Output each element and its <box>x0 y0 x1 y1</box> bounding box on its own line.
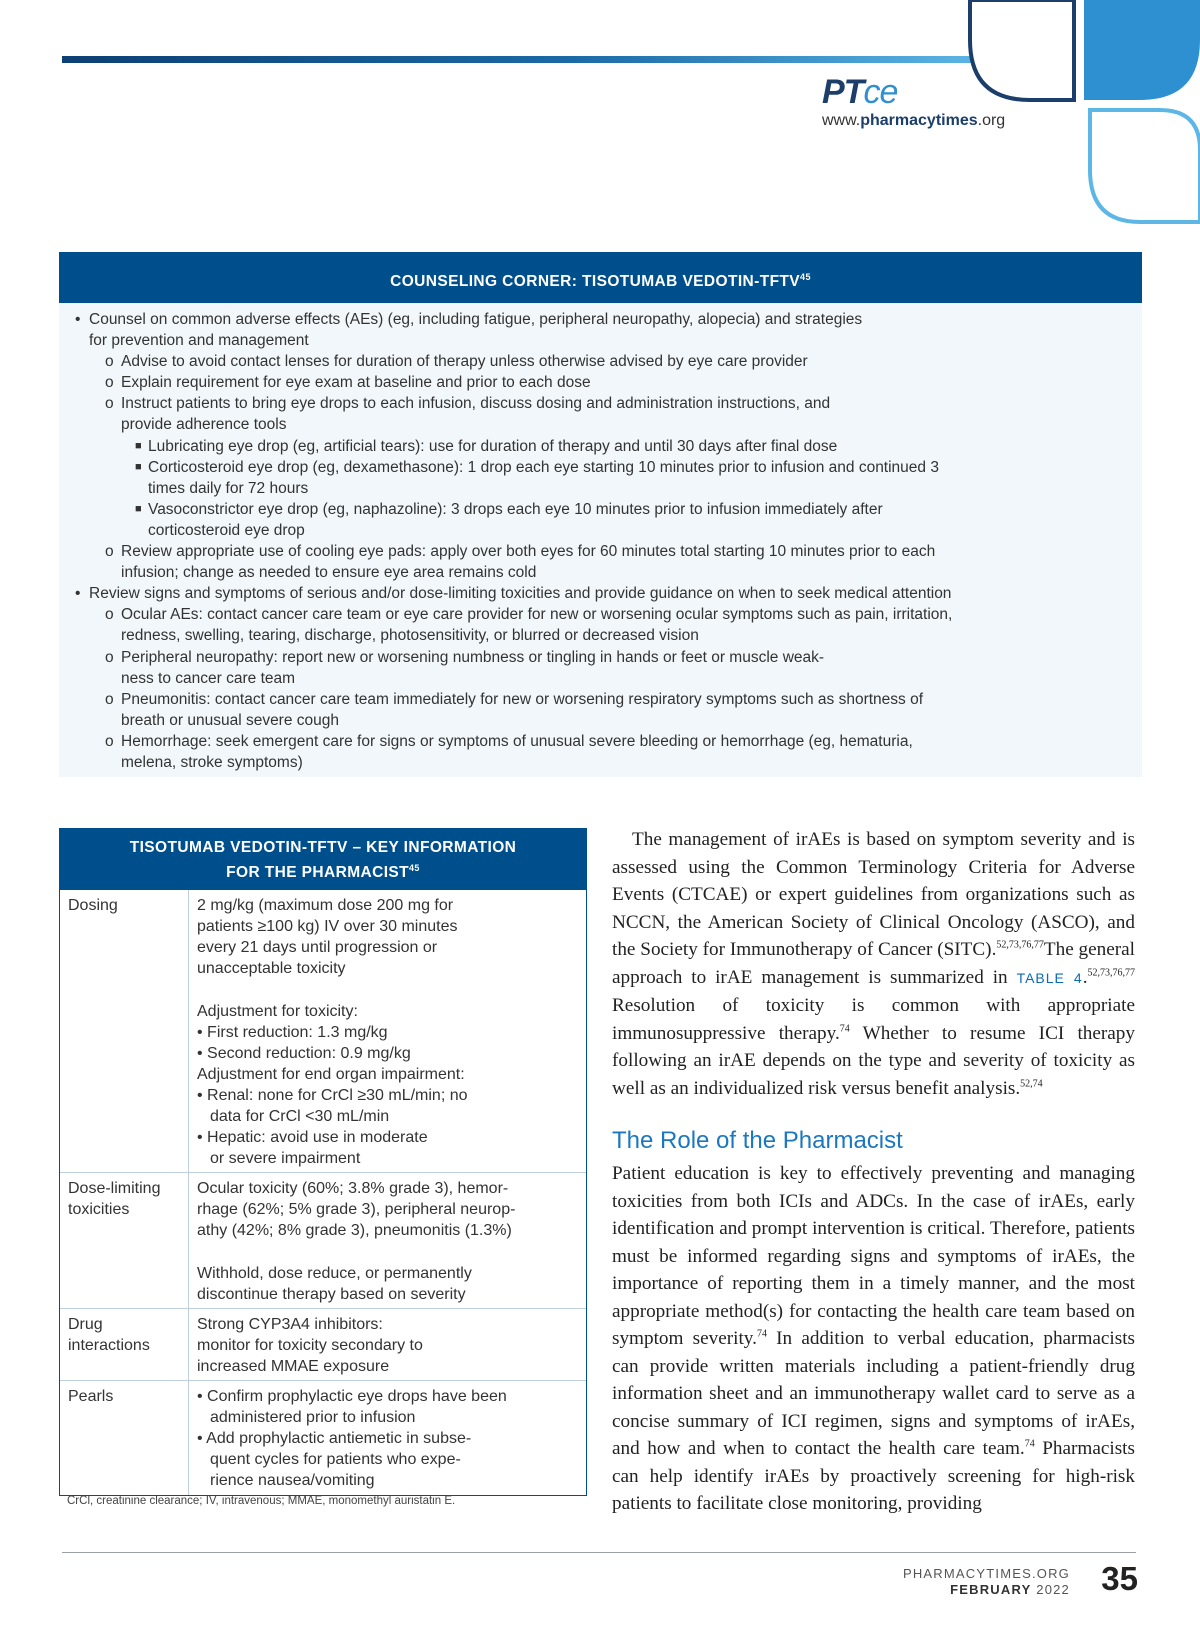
bullet-marker: o <box>105 353 114 371</box>
table-value-line: rience nausea/vomiting <box>210 1472 375 1490</box>
counseling-line-text: corticosteroid eye drop <box>148 521 305 539</box>
counseling-line <box>75 562 1128 583</box>
counseling-line-text: melena, stroke symptoms) <box>121 753 303 771</box>
logo-url: www.pharmacytimes.org <box>822 112 1006 129</box>
counseling-line-text: for prevention and management <box>89 332 309 350</box>
counseling-line <box>75 604 1128 625</box>
table-value-line: • Renal: none for CrCl ≥30 mL/min; no <box>197 1086 468 1104</box>
footer-site: PHARMACYTIMES.ORG <box>902 1566 1070 1581</box>
table-value-line: • Second reduction: 0.9 mg/kg <box>197 1044 411 1062</box>
table-row-value <box>189 1309 586 1380</box>
table-value-line: • Hepatic: avoid use in moderate <box>197 1129 428 1147</box>
counseling-line <box>75 668 1128 689</box>
table-value-line: every 21 days until progression or <box>197 939 438 957</box>
table-value-line: Adjustment for end organ impairment: <box>197 1065 465 1083</box>
table-row <box>60 1172 586 1307</box>
header-rule <box>62 56 992 63</box>
counseling-line-text: times daily for 72 hours <box>148 479 309 497</box>
table-row-label: Drug interactions <box>60 1309 189 1380</box>
counseling-line <box>75 457 1128 478</box>
table-footnote: CrCl, creatinine clearance; IV, intravenous; MMAE, monomethyl auristatin E. <box>67 1495 456 1507</box>
table-value-line: athy (42%; 8% grade 3), pneumonitis (1.3%) <box>197 1222 512 1240</box>
table-value-line: patients ≥100 kg) IV over 30 minutes <box>197 918 458 936</box>
table-row <box>60 1380 586 1494</box>
counseling-line <box>75 731 1128 752</box>
counseling-line-text: Review appropriate use of cooling eye pads: apply over both eyes for 60 minutes total starting 10 minutes prior to each <box>121 543 936 561</box>
bullet-marker: ■ <box>135 439 142 452</box>
counseling-line-text: provide adherence tools <box>121 416 287 434</box>
table-value-line: monitor for toxicity secondary to <box>197 1336 423 1354</box>
table-value-line: rhage (62%; 5% grade 3), peripheral neurop- <box>197 1201 516 1219</box>
bullet-marker: o <box>105 606 114 624</box>
table-row-label: Dose-limiting toxicities <box>60 1173 189 1307</box>
counseling-line-text: infusion; change as needed to ensure eye area remains cold <box>121 564 537 582</box>
counseling-line-text: Peripheral neuropathy: report new or worsening numbness or tingling in hands or feet or muscle weak- <box>121 648 825 666</box>
counseling-line <box>75 499 1128 520</box>
key-information-table <box>59 828 587 1496</box>
bullet-marker: o <box>105 732 114 750</box>
counseling-line <box>75 752 1128 773</box>
table-value-line: • First reduction: 1.3 mg/kg <box>197 1023 388 1041</box>
ptce-logo <box>822 74 1032 130</box>
table-row <box>60 1308 586 1380</box>
table-value-line: discontinue therapy based on severity <box>197 1285 466 1303</box>
counseling-line-text: Counsel on common adverse effects (AEs) (eg, including fatigue, peripheral neuropathy, alopecia) and strategies <box>89 311 863 328</box>
counseling-line-text: Ocular AEs: contact cancer care team or eye care provider for new or worsening ocular symptoms such as pain, irritation, <box>121 606 953 624</box>
counseling-line <box>75 436 1128 457</box>
counseling-line <box>75 541 1128 562</box>
bullet-marker: o <box>105 395 114 413</box>
counseling-line <box>75 520 1128 541</box>
counseling-line-text: Hemorrhage: seek emergent care for signs or symptoms of unusual severe bleeding or hemorrhage (eg, hematuria, <box>121 732 913 750</box>
bullet-marker: • <box>75 585 81 603</box>
table-value-line: unacceptable toxicity <box>197 960 346 978</box>
key-information-title: TISOTUMAB VEDOTIN-TFTV – KEY INFORMATION FOR THE PHARMACIST$^{45}$ <box>60 829 586 890</box>
page-number: 35 <box>1101 1560 1138 1597</box>
bullet-marker: o <box>105 543 114 561</box>
counseling-line <box>75 583 1128 604</box>
logo-mark: PTce <box>822 73 898 111</box>
counseling-line <box>75 309 1128 330</box>
footer-info <box>903 1566 1070 1598</box>
counseling-line-text: Instruct patients to bring eye drops to each infusion, discuss dosing and administration instructions, and <box>121 395 831 413</box>
counseling-line <box>75 478 1128 499</box>
table-row-value <box>189 1173 586 1307</box>
article-paragraph-2: Patient education is key to effectively preventing and managing toxicities from both ICIs and ADCs. In the case of irAEs, early identification and prompt intervention is critical. Therefore, patients must be informed regarding signs and symptoms of irAEs, the importance of reporting them in a timely manner, and the most appropriate method(s) for contacting the health care team based on symptom severity.$^{74}$ In addition to verbal education, pharmacists can provide written materials including a patient-friendly drug information sheet and an immunotherapy wallet card to serve as a concise summary of ICI regimen, signs and symptoms of irAEs, and how and when to contact the health care team.$^{74}$ Pharmacists can help identify irAEs by proactively screening for high-risk patients to facilitate close monitoring, providing <box>612 1163 1135 1514</box>
table-value-line: 2 mg/kg (maximum dose 200 mg for <box>197 897 454 915</box>
counseling-line <box>75 330 1128 351</box>
counseling-line-text: breath or unusual severe cough <box>121 711 340 729</box>
counseling-line-text: redness, swelling, tearing, discharge, photosensitivity, or blurred or decreased vision <box>121 627 699 645</box>
counseling-line <box>75 710 1128 731</box>
table-value-line: Adjustment for toxicity: <box>197 1002 358 1020</box>
table-value-line: increased MMAE exposure <box>197 1357 390 1375</box>
key-information-rows <box>60 890 586 1494</box>
table-value-line: data for CrCl <30 mL/min <box>210 1108 390 1125</box>
counseling-line-text: Explain requirement for eye exam at baseline and prior to each dose <box>121 374 591 392</box>
counseling-line-text: Advise to avoid contact lenses for duration of therapy unless otherwise advised by eye care provider <box>121 353 808 371</box>
table-value-line: or severe impairment <box>210 1150 361 1168</box>
footer-month: FEBRUARY <box>950 1582 1032 1597</box>
table-value-line: Ocular toxicity (60%; 3.8% grade 3), hemor- <box>197 1180 509 1198</box>
counseling-line <box>75 647 1128 668</box>
table-value-line: Strong CYP3A4 inhibitors: <box>197 1315 383 1333</box>
counseling-corner-title: COUNSELING CORNER: TISOTUMAB VEDOTIN-TFTV$^{45}$ <box>59 252 1142 303</box>
bullet-marker: o <box>105 690 114 708</box>
counseling-line-text: Vasoconstrictor eye drop (eg, naphazoline): 3 drops each eye 10 minutes prior to infusion immediately after <box>148 500 883 518</box>
footer-rule <box>62 1552 1136 1553</box>
bullet-marker: o <box>105 374 114 392</box>
table-row-value <box>189 1381 586 1494</box>
bullet-marker: ■ <box>135 502 142 515</box>
section-heading: The Role of the Pharmacist <box>612 1127 903 1154</box>
article-column <box>612 826 1135 1518</box>
table-row-value <box>189 890 586 1172</box>
table-4-link[interactable]: TABLE 4 <box>1016 969 1083 986</box>
counseling-corner-box <box>59 252 1142 777</box>
counseling-line <box>75 393 1128 414</box>
article-paragraph-1: The management of irAEs is based on symptom severity and is assessed using the Common Terminology Criteria for Adverse Events (CTCAE) or expert guidelines from organizations such as NCCN, the American Society of Clinical Oncology (ASCO), and the Society for Immunotherapy of Cancer (SITC).$^{52,73,76,77}$The general approach to irAE management is summarized in TABLE 4.$^{52,73,76,77}$ Resolution of toxicity is common with appropriate immunosuppressive therapy.$^{74}$ Whether to resume ICI therapy following an irAE depends on the type and severity of toxicity as well as an individualized risk versus benefit analysis.$^{52,74}$ <box>612 829 1135 1099</box>
table-value-line: quent cycles for patients who expe- <box>210 1451 461 1469</box>
footer-year: 2022 <box>1036 1582 1070 1597</box>
bullet-marker: o <box>105 648 114 666</box>
table-row-label: Dosing <box>60 890 189 1172</box>
counseling-line-text: Corticosteroid eye drop (eg, dexamethasone): 1 drop each eye starting 10 minutes prior to infusion and continued 3 <box>148 458 939 476</box>
table-row <box>60 890 586 1172</box>
table-value-line: • Add prophylactic antiemetic in subse- <box>197 1430 472 1448</box>
bullet-marker: ■ <box>135 460 142 473</box>
counseling-line-text: Pneumonitis: contact cancer care team immediately for new or worsening respiratory symptoms such as shortness of <box>121 690 924 708</box>
bullet-marker: • <box>75 311 81 328</box>
counseling-line <box>75 372 1128 393</box>
table-value-line: • Confirm prophylactic eye drops have been <box>197 1388 507 1406</box>
counseling-line <box>75 689 1128 710</box>
table-value-line: Withhold, dose reduce, or permanently <box>197 1264 472 1282</box>
counseling-line-text: ness to cancer care team <box>121 669 296 687</box>
counseling-line-text: Lubricating eye drop (eg, artificial tears): use for duration of therapy and until 30 days after final dose <box>148 437 838 455</box>
table-row-label: Pearls <box>60 1381 189 1494</box>
counseling-line-text: Review signs and symptoms of serious and/or dose-limiting toxicities and provide guidance on when to seek medical attention <box>89 585 952 603</box>
counseling-line <box>75 414 1128 435</box>
counseling-corner-list <box>59 303 1142 773</box>
counseling-line <box>75 625 1128 646</box>
table-value-line: administered prior to infusion <box>210 1409 416 1427</box>
counseling-line <box>75 351 1128 372</box>
